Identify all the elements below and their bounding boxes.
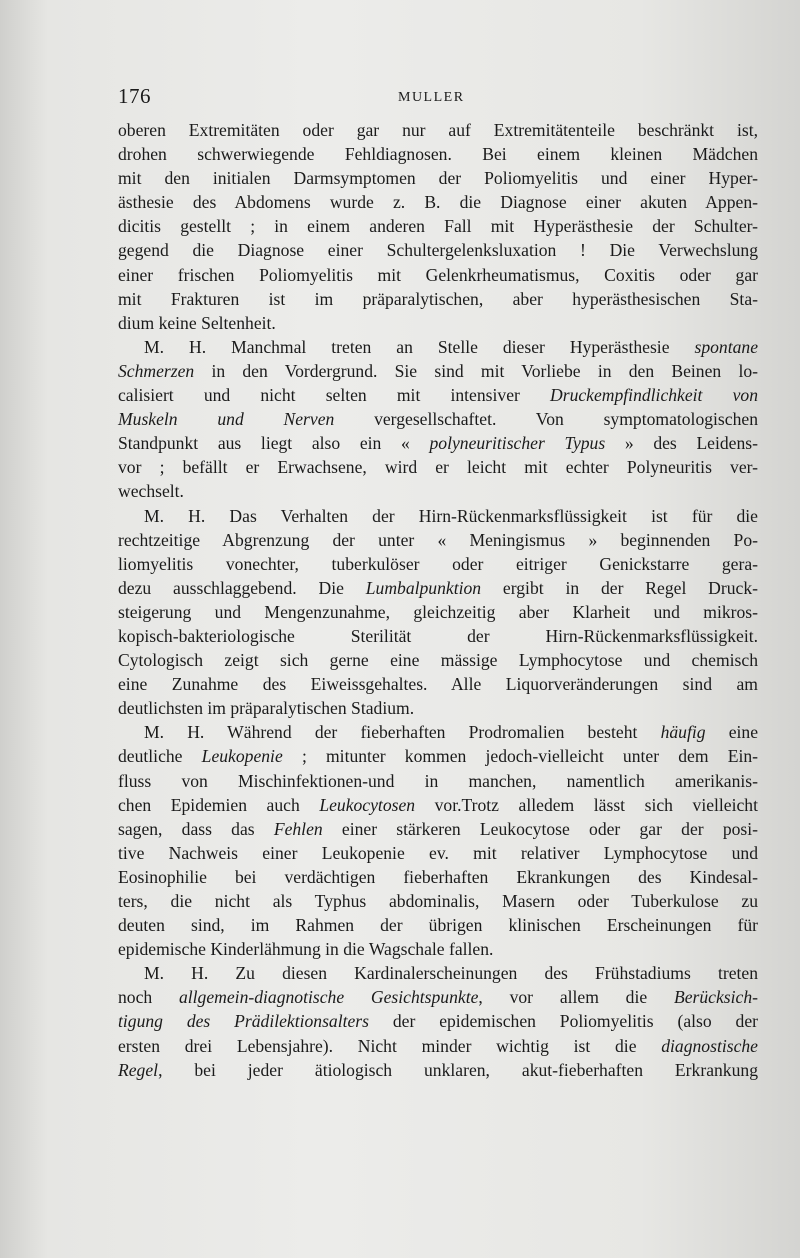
text-run: » des Leidens- — [605, 433, 758, 454]
italic-run: Leukocytosen — [319, 794, 416, 815]
running-head: MULLER — [398, 90, 465, 105]
text-run: Standpunkt aus liegt also ein « — [118, 433, 430, 454]
text-line — [118, 672, 758, 696]
text-run: eine — [705, 722, 759, 743]
text-line — [118, 720, 758, 744]
text-run: noch — [118, 987, 179, 1008]
text-line — [118, 841, 758, 865]
italic-run: Berücksich- — [673, 987, 758, 1008]
text-line — [118, 455, 758, 479]
text-run: epidemische Kinderlähmung in die Wagschale fallen. — [118, 939, 494, 960]
paragraph — [118, 335, 758, 504]
text-run: Cytologisch zeigt sich gerne eine mässige Lymphocytose und chemisch — [118, 650, 758, 671]
page-number: 176 — [118, 84, 151, 108]
text-line — [118, 528, 758, 552]
text-line — [118, 431, 758, 455]
text-line — [118, 118, 758, 142]
paragraph — [118, 504, 758, 721]
italic-run: polyneuritischer Typus — [429, 433, 606, 454]
text-line — [118, 311, 758, 335]
text-line — [118, 817, 758, 841]
text-line — [118, 238, 758, 262]
text-run: ästhesie des Abdomens wurde z. B. die Diagnose einer akuten Appen- — [118, 192, 758, 213]
text-line — [118, 648, 758, 672]
paragraph — [118, 720, 758, 961]
italic-run: Druckempfindlichkeit von — [550, 385, 758, 406]
text-line — [118, 190, 758, 214]
text-run: chen Epidemien auch — [118, 794, 320, 815]
body-text — [118, 118, 758, 1082]
text-line — [118, 263, 758, 287]
text-run: calisiert und nicht selten mit intensiver — [118, 385, 551, 406]
text-run: , bei jeder ätiologisch unklaren, akut-fieberhaften Erkrankung — [158, 1059, 758, 1080]
text-line — [118, 142, 758, 166]
text-line — [118, 407, 758, 431]
text-line — [118, 889, 758, 913]
text-run: ergibt in der Regel Druck- — [481, 577, 758, 598]
italic-run: Fehlen — [273, 818, 323, 839]
text-line — [118, 1009, 758, 1033]
text-run: M. H. Das Verhalten der Hirn-Rückenmarksflüssigkeit ist für die — [144, 505, 758, 526]
text-run: M. H. Zu diesen Kardinalerscheinungen des Frühstadiums treten — [144, 963, 758, 984]
text-run: einer stärkeren Leukocytose oder gar der posi- — [322, 818, 759, 839]
text-run: kopisch-bakteriologische Sterilität der Hirn-Rückenmarksflüssigkeit. — [118, 625, 758, 646]
text-run: Eosinophilie bei verdächtigen fieberhaften Ekrankungen des Kindesal- — [118, 866, 758, 887]
italic-run: allgemein-diagnotische Gesichtspunkte — [178, 987, 479, 1008]
text-run: rechtzeitige Abgrenzung der unter « Meningismus » beginnenden Po- — [118, 529, 758, 550]
text-run: M. H. Während der fieberhaften Prodromalien besteht — [144, 722, 661, 743]
text-run: wechselt. — [118, 481, 184, 502]
text-run: ersten drei Lebensjahre). Nicht minder wichtig ist die — [118, 1035, 662, 1056]
text-run: sagen, dass das — [118, 818, 274, 839]
italic-run: diagnostische — [661, 1035, 758, 1056]
text-run: vor.Trotz alledem lässt sich vielleicht — [415, 794, 758, 815]
text-run: vergesellschaftet. Von symptomatologischen — [334, 409, 758, 430]
text-line — [118, 865, 758, 889]
text-line — [118, 166, 758, 190]
text-run: fluss von Mischinfektionen-und in manchen, namentlich amerikanis- — [118, 770, 758, 791]
text-run: dezu ausschlaggebend. Die — [118, 577, 366, 598]
text-run: deutliche — [118, 746, 202, 767]
italic-run: tigung des Prädilektionsalters — [118, 1011, 370, 1032]
text-run: ; mitunter kommen jedoch-vielleicht unter dem Ein- — [282, 746, 758, 767]
text-run: steigerung und Mengenzunahme, gleichzeitig aber Klarheit und mikros- — [118, 601, 758, 622]
text-run: deutlichsten im präparalytischen Stadium. — [118, 698, 415, 719]
text-line — [118, 335, 758, 359]
text-line — [118, 214, 758, 238]
text-line — [118, 287, 758, 311]
text-line — [118, 985, 758, 1009]
text-line — [118, 383, 758, 407]
text-run: dicitis gestellt ; in einem anderen Fall mit Hyperästhesie der Schulter- — [118, 216, 758, 237]
text-run: einer frischen Poliomyelitis mit Gelenkrheumatismus, Coxitis oder gar — [118, 264, 758, 285]
text-line — [118, 1034, 758, 1058]
text-line — [118, 359, 758, 383]
text-run: tive Nachweis einer Leukopenie ev. mit relativer Lymphocytose und — [118, 842, 758, 863]
text-line — [118, 744, 758, 768]
text-run: liomyelitis vonechter, tuberkulöser oder eitriger Genickstarre gera- — [118, 553, 758, 574]
text-line — [118, 937, 758, 961]
text-run: mit Frakturen ist im präparalytischen, aber hyperästhesischen Sta- — [118, 288, 758, 309]
paragraph — [118, 118, 758, 335]
page-header — [118, 84, 758, 114]
italic-run: Lumbalpunktion — [365, 577, 482, 598]
text-run: M. H. Manchmal treten an Stelle dieser Hyperästhesie — [144, 336, 695, 357]
text-line — [118, 1058, 758, 1082]
italic-run: häufig — [660, 722, 706, 743]
text-run: , vor allem die — [478, 987, 674, 1008]
text-run: drohen schwerwiegende Fehldiagnosen. Bei einem kleinen Mädchen — [118, 144, 758, 165]
italic-run: Muskeln und Nerven — [118, 409, 335, 430]
text-line — [118, 504, 758, 528]
text-line — [118, 696, 758, 720]
italic-run: spontane — [694, 336, 758, 357]
text-line — [118, 769, 758, 793]
text-run: ters, die nicht als Typhus abdominalis, Masern oder Tuberkulose zu — [118, 891, 758, 911]
text-line — [118, 913, 758, 937]
text-run: mit den initialen Darmsymptomen der Poliomyelitis und einer Hyper- — [118, 168, 758, 189]
text-line — [118, 479, 758, 503]
text-line — [118, 552, 758, 576]
text-run: oberen Extremitäten oder gar nur auf Extremitätenteile beschränkt ist, — [118, 120, 758, 140]
text-line — [118, 624, 758, 648]
text-run: gegend die Diagnose einer Schultergelenksluxation ! Die Verwechslung — [118, 240, 758, 261]
italic-run: Schmerzen — [118, 360, 195, 381]
text-run: deuten sind, im Rahmen der übrigen klinischen Erscheinungen für — [118, 915, 758, 936]
text-line — [118, 576, 758, 600]
text-run: in den Vordergrund. Sie sind mit Vorliebe in den Beinen lo- — [194, 360, 758, 381]
italic-run: Leukopenie — [201, 746, 283, 767]
text-run: vor ; befällt er Erwachsene, wird er leicht mit echter Polyneuritis ver- — [118, 457, 758, 478]
italic-run: Regel — [118, 1059, 159, 1080]
text-run: dium keine Seltenheit. — [118, 312, 276, 333]
text-run: eine Zunahme des Eiweissgehaltes. Alle Liquorveränderungen sind am — [118, 674, 758, 695]
paragraph — [118, 961, 758, 1081]
text-line — [118, 600, 758, 624]
text-line — [118, 961, 758, 985]
text-line — [118, 793, 758, 817]
text-run: der epidemischen Poliomyelitis (also der — [369, 1011, 759, 1032]
